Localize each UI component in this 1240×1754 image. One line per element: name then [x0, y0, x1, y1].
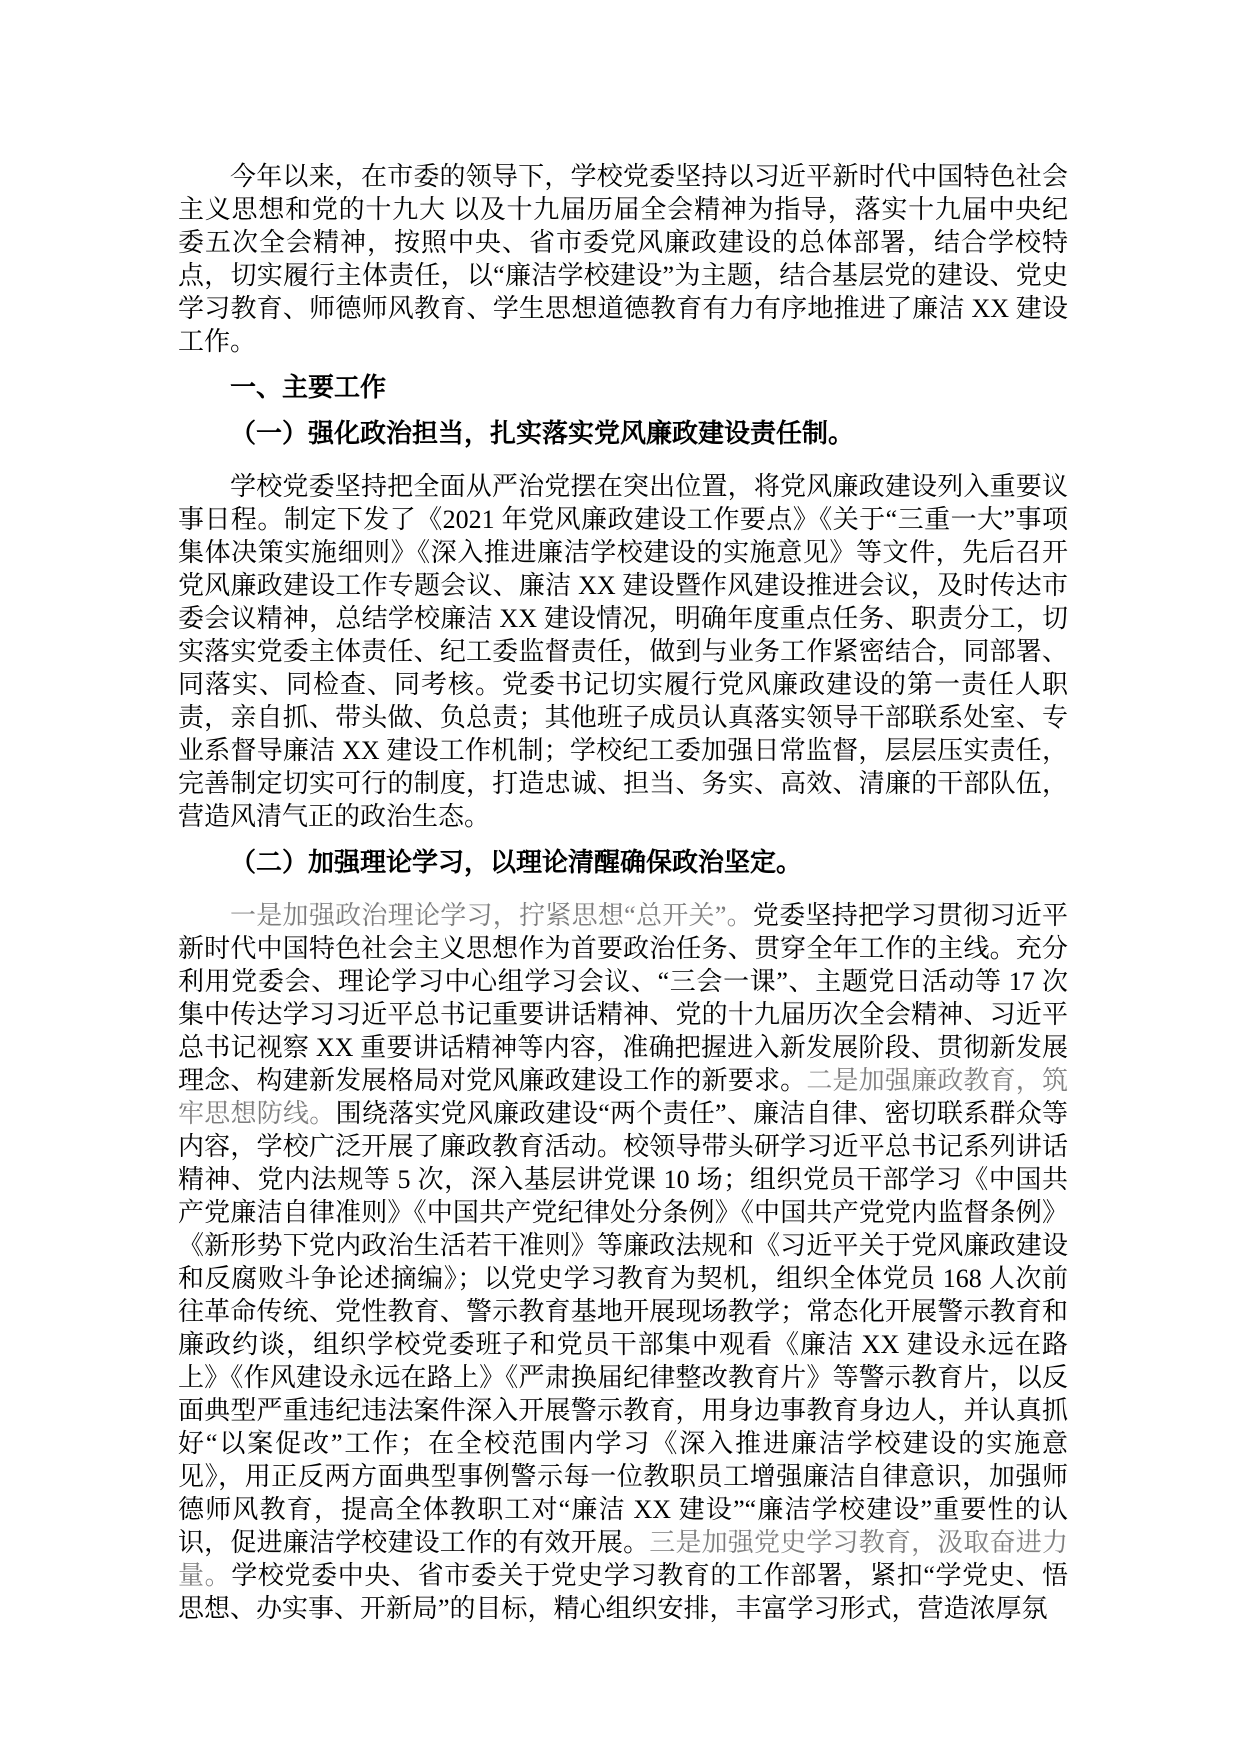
- emphasis-point-1: 一是加强政治理论学习，拧紧思想“总开关”。: [230, 901, 753, 930]
- intro-paragraph: 今年以来，在市委的领导下，学校党委坚持以习近平新时代中国特色社会主义思想和党的十九大 以及十九届历届全会精神为指导，落实十九届中央纪委五次全会精神，按照中央、省市委党风廉政建设的总体部署，结合学校特点，切实履行主体责任，以“廉洁学校建设”为主题，结合基层党的建设、党史学习教育、师德师风教育、学生思想道德教育有力有序地推进了廉洁 XX 建设工作。: [178, 162, 1068, 356]
- subsection-2-paragraph: [178, 899, 1068, 1625]
- text-run-1: 党委坚持把学习贯彻习近平新时代中国特色社会主义思想作为首要政治任务、贯穿全年工作的主线。充分利用党委会、理论学习中心组学习会议、“三会一课”、主题党日活动等 17 次集中传达学习习近平总书记重要讲话精神、党的十九届历次全会精神、习近平总书记视察 XX 重要讲话精神等内容，准确把握进入新发展阶段、贯彻新发展理念、构建新发展格局对党风廉政建设工作的新要求。: [178, 901, 1068, 1095]
- section-heading-main-work: 一、主要工作: [230, 373, 387, 402]
- emphasis-point-2: 二是加强廉政教育，筑牢思想防线。: [178, 1066, 1068, 1128]
- text-run-3: 学校党委中央、省市委关于党史学习教育的工作部署，紧扣“学党史、悟思想、办实事、开新局”的目标，精心组织安排，丰富学习形式，营造浓厚氛: [178, 1561, 1068, 1623]
- text-run-2: 围绕落实党风廉政建设“两个责任”、廉洁自律、密切联系群众等内容，学校广泛开展了廉政教育活动。校领导带头研学习近平总书记系列讲话精神、党内法规等 5 次，深入基层讲党课 10 场；组织党员干部学习《中国共产党廉洁自律准则》《中国共产党纪律处分条例》《中国共产党党内监督条例》《新形势下党内政治生活若干准则》等廉政法规和《习近平关于党风廉政建设和反腐败斗争论述摘编》；以党史学习教育为契机，组织全体党员 168 人次前往革命传统、党性教育、警示教育基地开展现场教学；常态化开展警示教育和廉政约谈，组织学校党委班子和党员干部集中观看《廉洁 XX 建设永远在路上》《作风建设永远在路上》《严肃换届纪律整改教育片》等警示教育片，以反面典型严重违纪违法案件深入开展警示教育，用身边事教育身边人，并认真抓好“以案促改”工作；在全校范围内学习《深入推进廉洁学校建设的实施意见》，用正反两方面典型事例警示每一位教职员工增强廉洁自律意识，加强师德师风教育，提高全体教职工对“廉洁 XX 建设”“廉洁学校建设”重要性的认识，促进廉洁学校建设工作的有效开展。: [178, 1099, 1068, 1557]
- subsection-heading-theory-study: （二）加强理论学习，以理论清醒确保政治坚定。: [230, 848, 803, 877]
- subsection-1-paragraph: 学校党委坚持把全面从严治党摆在突出位置，将党风廉政建设列入重要议事日程。制定下发了《2021 年党风廉政建设工作要点》《关于“三重一大”事项集体决策实施细则》《深入推进廉洁学校建设的实施意见》等文件，先后召开党风廉政建设工作专题会议、廉洁 XX 建设暨作风建设推进会议，及时传达市委会议精神，总结学校廉洁 XX 建设情况，明确年度重点任务、职责分工，切实落实党委主体责任、纪工委监督责任，做到与业务工作紧密结合，同部署、同落实、同检查、同考核。党委书记切实履行党风廉政建设的第一责任人职责，亲自抓、带头做、负总责；其他班子成员认真落实领导干部联系处室、专业系督导廉洁 XX 建设工作机制；学校纪工委加强日常监督，层层压实责任，完善制定切实可行的制度，打造忠诚、担当、务实、高效、清廉的干部队伍，营造风清气正的政治生态。: [178, 472, 1068, 831]
- emphasis-point-3: 三是加强党史学习教育，汲取奋进力量。: [178, 1528, 1068, 1590]
- subsection-heading-political-responsibility: （一）强化政治担当，扎实落实党风廉政建设责任制。: [230, 419, 855, 448]
